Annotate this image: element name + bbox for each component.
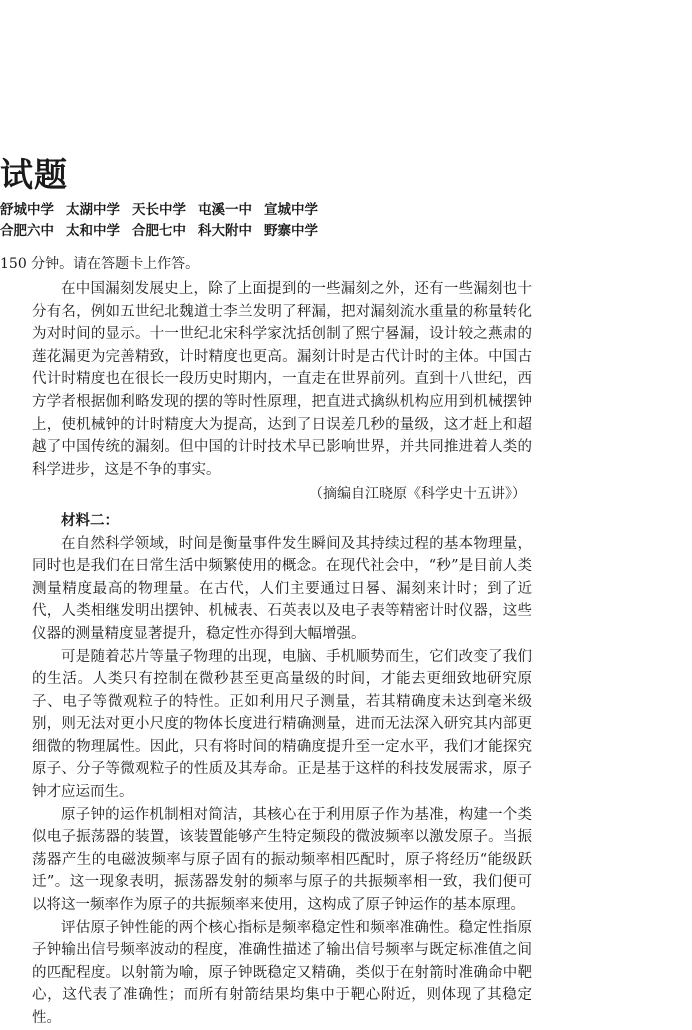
- school-name: 科大附中: [198, 223, 252, 239]
- material-one-paragraph: 在中国漏刻发展史上，除了上面提到的一些漏刻之外，还有一些漏刻也十分有名，例如五世纪北魏道士李兰发明了秤漏，把对漏刻流水重量的称量转化为对时间的显示。十一世纪北宋科学家沈括创制了熙宁晷漏，设计较之燕肃的莲花漏更为完善精致，计时精度也更高。漏刻计时是古代计时的主体。中国古代计时精度也在很长一段历史时期内，一直走在世界前列。直到十八世纪，西方学者根据伽利略发现的摆的等时性原理，把直进式擒纵机构应用到机械摆钟上，使机械钟的计时精度大为提高，达到了日误差几秒的量级，这才赶上和超越了中国传统的漏刻。但中国的计时技术早已影响世界，并共同推进着人类的科学进步，这是不争的事实。: [32, 281, 532, 478]
- reading-passage: [32, 278, 532, 1030]
- school-row-2: [0, 221, 330, 242]
- material-two-paragraph-1: 在自然科学领域，时间是衡量事件发生瞬间及其持续过程的基本物理量，同时也是我们在日常生活中频繁使用的概念。在现代社会中，“秒”是目前人类测量精度最高的物理量。在古代，人们主要通过日晷、漏刻来计时；到了近代，人类相继发明出摆钟、机械表、石英表以及电子表等精密计时仪器，这些仪器的测量精度显著提升，稳定性亦得到大幅增强。: [32, 535, 532, 642]
- school-name: 合肥七中: [132, 223, 186, 239]
- exam-notice: 150 分钟。请在答题卡上作答。: [0, 256, 200, 272]
- material-one-source: （摘编自江晓原《科学史十五讲》）: [309, 486, 526, 503]
- exam-title: 试题: [0, 155, 68, 194]
- material-two-paragraph-2: 可是随着芯片等量子物理的出现，电脑、手机顺势而生，它们改变了我们的生活。人类只有控制在微秒甚至更高量级的时间，才能去更细致地研究原子、电子等微观粒子的特性。正如利用尺子测量，若其精确度未达到毫米级别，则无法对更小尺度的物体长度进行精确测量，进而无法深入研究其内部更细微的物理属性。因此，只有将时间的精确度提升至一定水平，我们才能探究原子、分子等微观粒子的性质及其寿命。正是基于这样的科技发展需求，原子钟才应运而生。: [32, 648, 532, 801]
- material-two-heading: 材料二：: [61, 512, 119, 529]
- school-name: 宣城中学: [264, 202, 318, 218]
- school-name: 屯溪一中: [198, 202, 252, 218]
- school-name: 太湖中学: [66, 202, 120, 218]
- school-name: 合肥六中: [0, 223, 54, 239]
- school-name: 天长中学: [132, 202, 186, 218]
- school-name: 太和中学: [66, 223, 120, 239]
- material-two-paragraph-3: 原子钟的运作机制相对简洁，其核心在于利用原子作为基准，构建一个类似电子振荡器的装置，该装置能够产生特定频段的微波频率以激发原子。当振荡器产生的电磁波频率与原子固有的振动频率相匹配时，原子将经历“能级跃迁”。这一现象表明，振荡器发射的频率与原子的共振频率相一致，我们便可以将这一频率作为原子的共振频率来使用，这构成了原子钟运作的基本原理。: [32, 806, 532, 914]
- school-name: 舒城中学: [0, 202, 54, 218]
- material-two-paragraph-4: 评估原子钟性能的两个核心指标是频率稳定性和频率准确性。稳定性指原子钟输出信号频率波动的程度，准确性描述了输出信号频率与既定标准值之间的匹配程度。以射箭为喻，原子钟既稳定又精确，类似于在射箭时准确命中靶心，这代表了准确性；而所有射箭结果均集中于靶心附近，则体现了其稳定性。: [32, 919, 532, 1026]
- school-row-1: [0, 200, 330, 221]
- school-name: 野寨中学: [264, 223, 318, 239]
- participating-schools: [0, 200, 330, 242]
